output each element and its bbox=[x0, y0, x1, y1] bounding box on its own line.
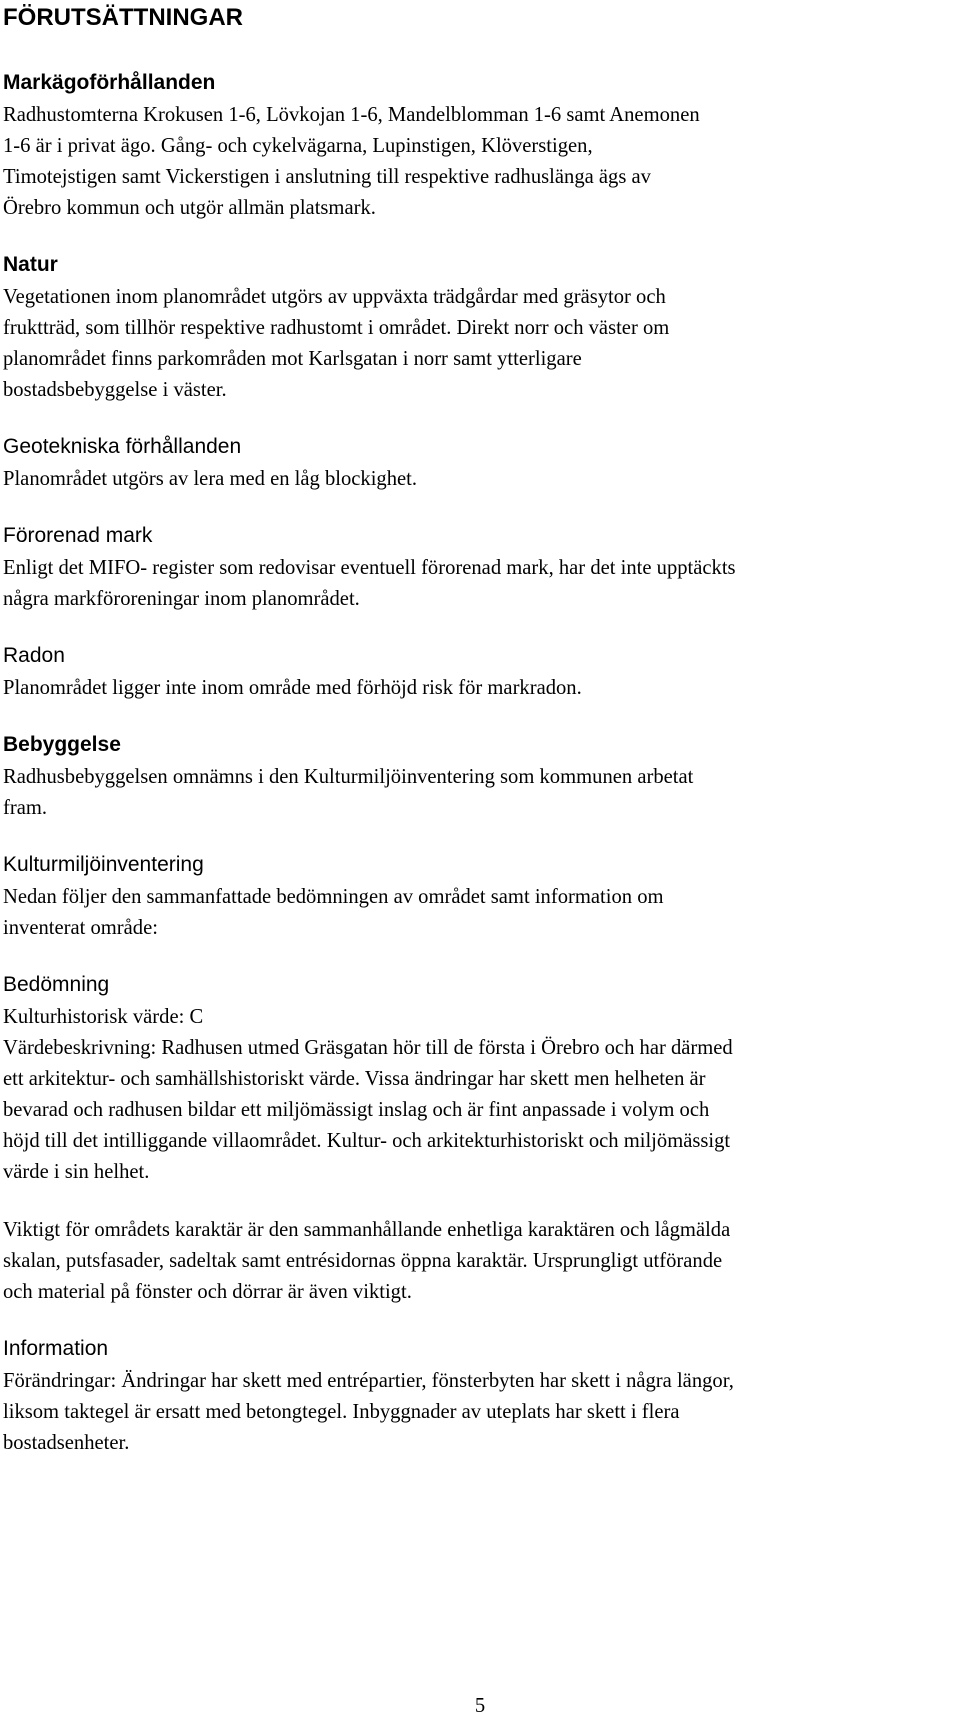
text-line: Kulturhistorisk värde: C bbox=[3, 1006, 204, 1028]
text-line: skalan, putsfasader, sadeltak samt entrésidornas öppna karaktär. Ursprungligt utförande bbox=[3, 1250, 723, 1272]
document-page bbox=[3, 0, 953, 1459]
text-line: Radhusbebyggelsen omnämns i den Kulturmiljöinventering som kommunen arbetat bbox=[3, 766, 694, 788]
text-line: Enligt det MIFO- register som redovisar eventuell förorenad mark, har det inte upptäckts bbox=[3, 557, 736, 579]
text-line: Planområdet utgörs av lera med en låg blockighet. bbox=[3, 468, 418, 490]
paragraph-bebyggelse bbox=[3, 762, 953, 824]
paragraph-radon bbox=[3, 673, 953, 704]
heading-bebyggelse: Bebyggelse bbox=[3, 733, 121, 756]
text-line: höjd till det intilliggande villaområdet. Kultur- och arkitekturhistoriskt och miljömässigt bbox=[3, 1130, 731, 1152]
text-line: några markföroreningar inom planområdet. bbox=[3, 588, 360, 610]
paragraph-markagoforhallanden bbox=[3, 100, 953, 224]
paragraph-bedomning-2 bbox=[3, 1215, 953, 1308]
paragraph-bedomning bbox=[3, 1002, 953, 1188]
text-line: bostadsenheter. bbox=[3, 1432, 130, 1454]
heading-information: Information bbox=[3, 1337, 109, 1360]
text-line: fruktträd, som tillhör respektive radhustomt i området. Direkt norr och väster om bbox=[3, 317, 670, 339]
text-line: Nedan följer den sammanfattade bedömningen av området samt information om bbox=[3, 886, 664, 908]
text-line: planområdet finns parkområden mot Karlsgatan i norr samt ytterligare bbox=[3, 348, 582, 370]
heading-natur: Natur bbox=[3, 253, 58, 276]
heading-markagoforhallanden: Markägoförhållanden bbox=[3, 71, 216, 94]
heading-kulturmiljoinventering: Kulturmiljöinventering bbox=[3, 853, 204, 876]
page-title: FÖRUTSÄTTNINGAR bbox=[3, 4, 243, 31]
text-line: inventerat område: bbox=[3, 917, 158, 939]
paragraph-kulturmiljoinventering bbox=[3, 882, 953, 944]
text-line: Radhustomterna Krokusen 1-6, Lövkojan 1-6, Mandelblomman 1-6 samt Anemonen bbox=[3, 104, 700, 126]
text-line: Vegetationen inom planområdet utgörs av uppväxta trädgårdar med gräsytor och bbox=[3, 286, 666, 308]
text-line: fram. bbox=[3, 797, 48, 819]
text-line: och material på fönster och dörrar är även viktigt. bbox=[3, 1281, 412, 1303]
text-line: Värdebeskrivning: Radhusen utmed Gräsgatan hör till de första i Örebro och har därmed bbox=[3, 1037, 733, 1059]
page-number: 5 bbox=[474, 1695, 486, 1717]
heading-fororenad-mark: Förorenad mark bbox=[3, 524, 153, 547]
text-line: värde i sin helhet. bbox=[3, 1161, 150, 1183]
paragraph-information bbox=[3, 1366, 953, 1459]
heading-bedomning: Bedömning bbox=[3, 973, 110, 996]
text-line: bostadsbebyggelse i väster. bbox=[3, 379, 227, 401]
text-line: Viktigt för områdets karaktär är den sammanhållande enhetliga karaktären och lågmälda bbox=[3, 1219, 731, 1241]
text-line: Förändringar: Ändringar har skett med entrépartier, fönsterbyten har skett i några längor, bbox=[3, 1370, 734, 1392]
text-line: liksom taktegel är ersatt med betongtegel. Inbyggnader av uteplats har skett i flera bbox=[3, 1401, 680, 1423]
text-line: 1-6 är i privat ägo. Gång- och cykelvägarna, Lupinstigen, Klöverstigen, bbox=[3, 135, 593, 157]
text-line: Timotejstigen samt Vickerstigen i anslutning till respektive radhuslänga ägs av bbox=[3, 166, 651, 188]
text-line: bevarad och radhusen bildar ett miljömässigt inslag och är fint anpassade i volym och bbox=[3, 1099, 710, 1121]
text-line: Örebro kommun och utgör allmän platsmark. bbox=[3, 197, 376, 219]
text-line: ett arkitektur- och samhällshistoriskt värde. Vissa ändringar har skett men helheten är bbox=[3, 1068, 706, 1090]
text-line: Planområdet ligger inte inom område med förhöjd risk för markradon. bbox=[3, 677, 582, 699]
paragraph-geotekniska bbox=[3, 464, 953, 495]
paragraph-natur bbox=[3, 282, 953, 406]
heading-geotekniska: Geotekniska förhållanden bbox=[3, 435, 242, 458]
paragraph-fororenad-mark bbox=[3, 553, 953, 615]
heading-radon: Radon bbox=[3, 644, 65, 667]
